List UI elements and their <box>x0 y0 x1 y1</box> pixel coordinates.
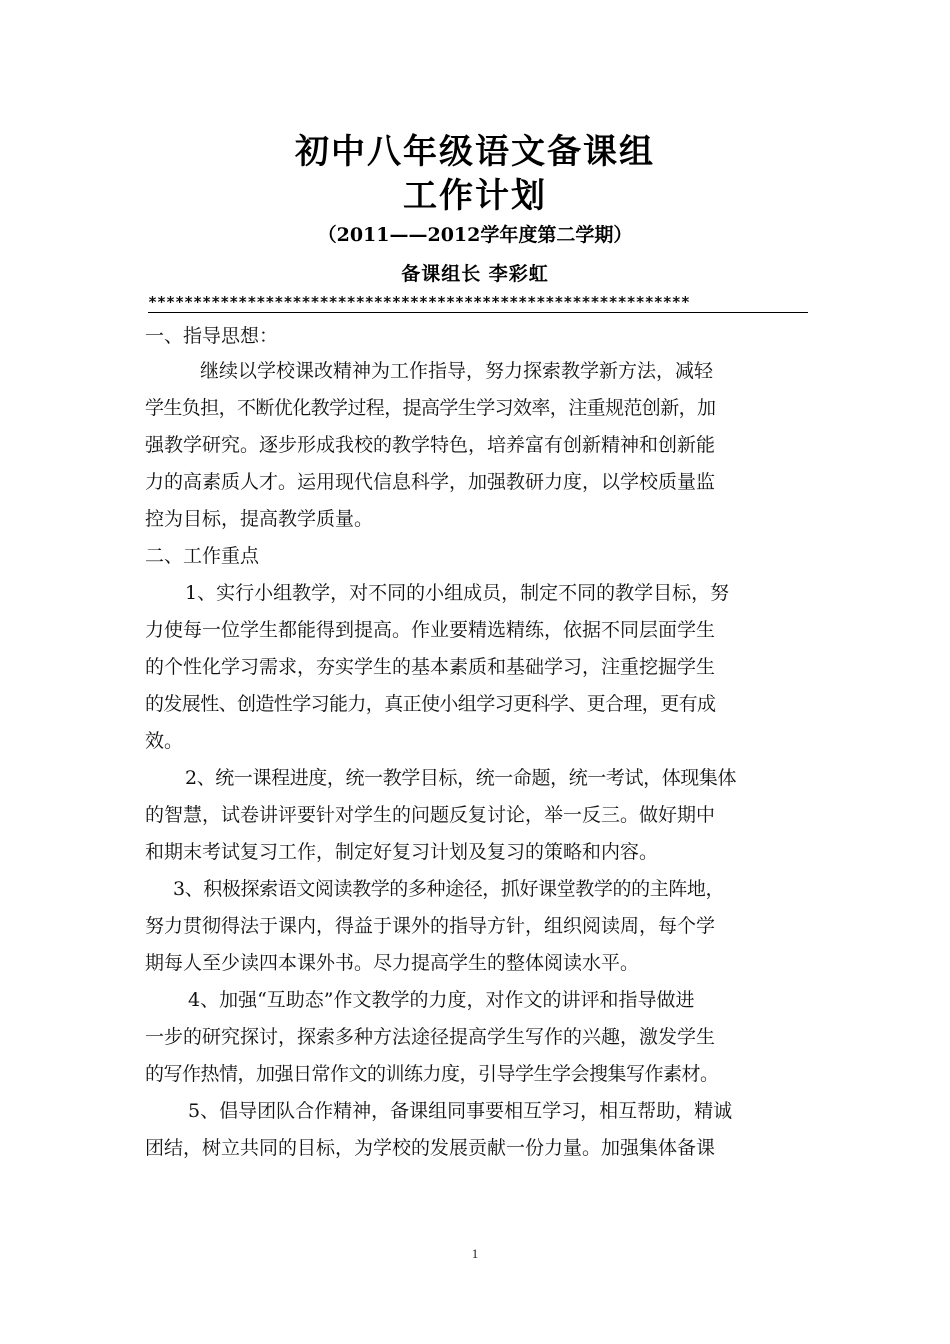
body-line: 力使每一位学生都能得到提高。作业要精选精练，依据不同层面学生 <box>145 619 716 641</box>
body-line: 5、倡导团队合作精神，备课组同事要相互学习，相互帮助，精诚 <box>188 1100 733 1122</box>
body-line: 2、统一课程进度，统一教学目标，统一命题，统一考试，体现集体 <box>185 767 737 789</box>
body-line: 力的高素质人才。运用现代信息科学，加强教研力度，以学校质量监 <box>145 471 716 493</box>
body-line: 1、实行小组教学，对不同的小组成员，制定不同的教学目标，努 <box>185 582 730 604</box>
section-heading: 一、指导思想： <box>145 325 279 347</box>
document-title: 初中八年级语文备课组 <box>295 132 655 172</box>
body-line: 和期末考试复习工作，制定好复习计划及复习的策略和内容。 <box>145 841 659 863</box>
body-line: 的智慧，试卷讲评要针对学生的问题反复讨论，举一反三。做好期中 <box>145 804 716 826</box>
body-line: 学生负担，不断优化教学过程，提高学生学习效率，注重规范创新，加 <box>145 397 716 419</box>
section-heading: 二、工作重点 <box>145 545 260 567</box>
body-line: 效。 <box>145 730 184 752</box>
document-subtitle: 工作计划 <box>403 176 547 216</box>
body-line: 控为目标，提高教学质量。 <box>145 508 374 530</box>
body-line: 一步的研究探讨，探索多种方法途径提高学生写作的兴趣，激发学生 <box>145 1026 716 1048</box>
body-line: 继续以学校课改精神为工作指导，努力探索教学新方法，减轻 <box>200 360 714 382</box>
body-line: 努力贯彻得法于课内，得益于课外的指导方针，组织阅读周，每个学 <box>145 915 716 937</box>
body-line: 的发展性、创造性学习能力，真正使小组学习更科学、更合理，更有成 <box>145 693 716 715</box>
body-line: 的个性化学习需求，夯实学生的基本素质和基础学习，注重挖掘学生 <box>145 656 716 678</box>
body-line: 团结，树立共同的目标，为学校的发展贡献一份力量。加强集体备课 <box>145 1137 716 1159</box>
body-line: 的写作热情，加强日常作文的训练力度，引导学生学会搜集写作素材。 <box>145 1063 719 1085</box>
body-line: 强教学研究。逐步形成我校的教学特色，培养富有创新精神和创新能 <box>145 434 716 456</box>
semester-label: （2011——2012学年度第二学期） <box>317 224 633 246</box>
body-line: 4、加强“互助态”作文教学的力度，对作文的讲评和指导做进 <box>188 989 695 1011</box>
body-line: 3、积极探索语文阅读教学的多种途径，抓好课堂教学的的主阵地， <box>173 878 725 900</box>
group-leader: 备课组长 李彩虹 <box>401 263 549 285</box>
body-line: 期每人至少读四本课外书。尽力提高学生的整体阅读水平。 <box>145 952 640 974</box>
page-number: 1 <box>471 1246 479 1261</box>
star-divider: ************************************************************ <box>148 292 808 313</box>
